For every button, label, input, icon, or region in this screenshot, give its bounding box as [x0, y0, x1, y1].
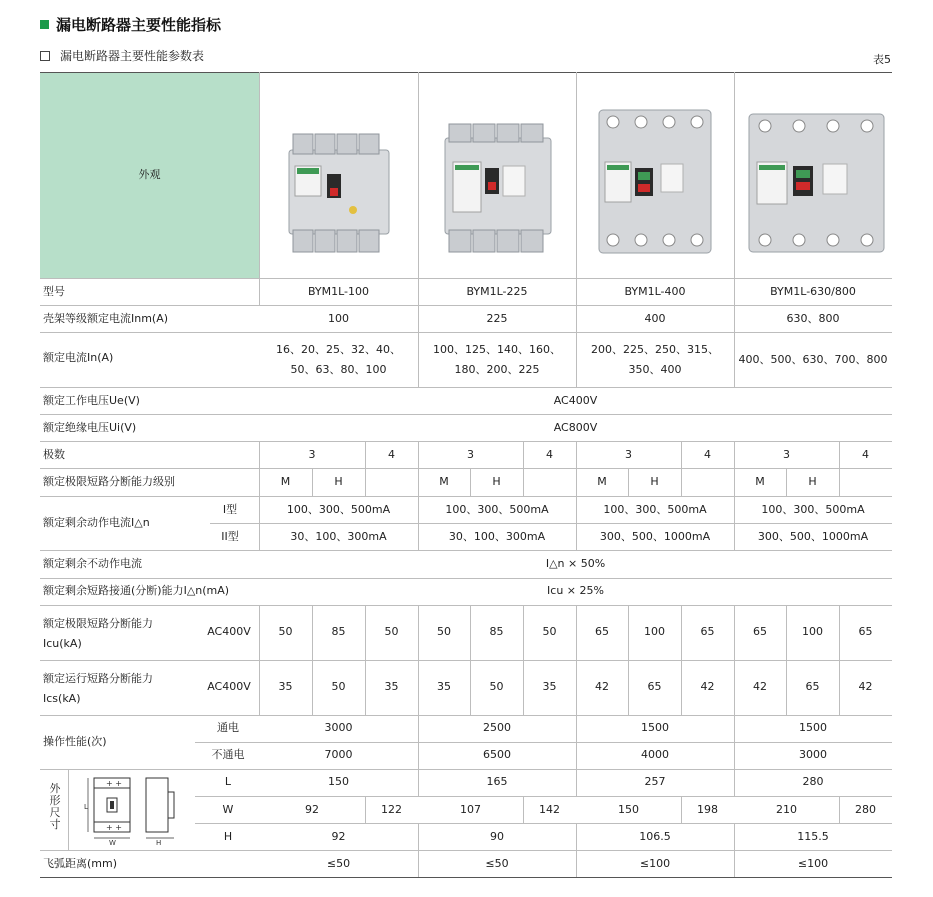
label-dim-w: W: [222, 803, 234, 816]
rated-current-line: 200、225、250、315、: [591, 343, 719, 356]
model-cell: BYM1L-400: [624, 285, 686, 298]
residual-short-cell: Icu × 25%: [547, 584, 604, 597]
arc-distance-cell: ≤100: [639, 857, 671, 870]
poles-cell: 3: [308, 448, 316, 461]
poles-cell: 3: [783, 448, 790, 461]
col-rule: [786, 605, 787, 715]
ics-value-cell: 35: [278, 680, 293, 693]
row-rule: [210, 523, 892, 524]
label-arc-distance: 飞弧距离(mm): [43, 857, 118, 870]
ics-value-cell: 42: [858, 680, 873, 693]
label-frame-current: 壳架等级额定电流Inm(A): [43, 312, 169, 325]
row-rule: [40, 578, 892, 579]
energized-cell: 1500: [799, 721, 827, 734]
residual-ii-cell: 30、100、300mA: [290, 530, 387, 543]
icu-value-cell: 100: [644, 625, 665, 638]
row-rule: [40, 605, 892, 606]
frame-current-cell: 225: [486, 312, 508, 325]
dim-l-cell: 150: [328, 775, 349, 788]
poles-cell: 4: [862, 448, 869, 461]
unenergized-cell: 4000: [641, 748, 669, 761]
icu-value-cell: 50: [542, 625, 557, 638]
appearance-label: 外观: [138, 168, 161, 181]
model-cell: BYM1L-225: [466, 285, 528, 298]
label-rated-current: 额定电流In(A): [43, 351, 114, 364]
ics-value-cell: 35: [542, 680, 557, 693]
col-rule: [259, 605, 260, 715]
ics-value-cell: 35: [437, 680, 451, 693]
row-rule: [195, 823, 892, 824]
label-operation: 操作性能(次): [43, 735, 107, 748]
dim-h-cell: 90: [490, 830, 504, 843]
col-rule: [523, 605, 524, 715]
rated-current-cell: [259, 340, 418, 380]
col-rule: [418, 605, 419, 715]
label-ics-line: Ics(kA): [43, 692, 81, 705]
label-dim-l: L: [224, 775, 232, 788]
row-rule: [40, 660, 892, 661]
row-rule: [195, 796, 892, 797]
ics-value-cell: 42: [753, 680, 767, 693]
dim-w-cell: 280: [855, 803, 876, 816]
label-work-voltage: 额定工作电压Ue(V): [43, 394, 140, 407]
label-energized: 通电: [217, 721, 239, 734]
dim-l-cell: 257: [644, 775, 666, 788]
checkbox-square-icon: [40, 51, 50, 61]
ics-value-cell: 65: [647, 680, 662, 693]
ics-value-cell: 65: [805, 680, 820, 693]
row-rule: [40, 496, 892, 497]
label-icu-line: 额定极限短路分断能力: [43, 617, 153, 630]
row-rule: [40, 278, 892, 279]
rated-current-cell: [576, 340, 734, 380]
dim-l-cell: 165: [486, 775, 508, 788]
diagram-l-label: L: [84, 803, 88, 811]
icu-ac400v: AC400V: [207, 625, 251, 638]
frame-current-cell: 100: [328, 312, 349, 325]
col-rule: [734, 72, 735, 388]
rated-current-line: 50、63、80、100: [290, 363, 387, 376]
page-title: [40, 14, 221, 35]
residual-i-cell: 100、300、500mA: [603, 503, 707, 516]
dim-w-cell: 107: [460, 803, 481, 816]
icu-value-cell: 50: [278, 625, 293, 638]
rated-current-line: 16、20、25、32、40、: [276, 343, 401, 356]
label-insulation-voltage: 额定绝缘电压Ui(V): [43, 421, 137, 434]
icu-value-cell: 50: [384, 625, 399, 638]
icu-value-cell: 65: [595, 625, 609, 638]
row-rule: [40, 550, 892, 551]
label-limit-level: 额定极限短路分断能力级别: [43, 475, 175, 488]
label-ics-line: 额定运行短路分断能力: [43, 672, 153, 685]
poles-cell: 4: [388, 448, 395, 461]
col-rule: [259, 72, 260, 306]
col-rule: [312, 605, 313, 715]
residual-ii-cell: 300、500、1000mA: [599, 530, 711, 543]
row-rule: [40, 414, 892, 415]
label-icu-line: Icu(kA): [43, 637, 82, 650]
model-cell: BYM1L-630/800: [770, 285, 856, 298]
title-square-icon: [40, 20, 49, 29]
col-rule: [839, 605, 840, 715]
residual-i-cell: 100、300、500mA: [286, 503, 391, 516]
rated-current-cell: [418, 340, 576, 380]
icu-value-cell: 65: [700, 625, 715, 638]
energized-cell: 2500: [483, 721, 511, 734]
energized-cell: 3000: [324, 721, 353, 734]
ics-ac400v: AC400V: [207, 680, 251, 693]
icu-value-cell: 65: [753, 625, 767, 638]
ics-value-cell: 35: [384, 680, 399, 693]
label-ics: [43, 669, 153, 709]
unenergized-cell: 6500: [483, 748, 511, 761]
row-rule: [40, 715, 892, 716]
row-rule: [40, 468, 892, 469]
poles-cell: 4: [704, 448, 711, 461]
energized-cell: 1500: [641, 721, 669, 734]
unenergized-cell: 3000: [799, 748, 827, 761]
dim-w-cell: 122: [381, 803, 402, 816]
row-rule: [40, 850, 892, 851]
label-residual-current: 额定剩余动作电流I△n: [43, 516, 150, 529]
icu-value-cell: 100: [802, 625, 823, 638]
col-rule: [681, 605, 682, 715]
table-subtitle-text: 漏电断路器主要性能参数表: [60, 49, 205, 63]
col-rule: [576, 605, 577, 715]
col-rule: [734, 605, 735, 715]
row-rule: [40, 305, 892, 306]
dim-h-cell: 115.5: [797, 830, 829, 843]
dim-w-cell: 210: [776, 803, 797, 816]
rated-current-line: 350、400: [628, 363, 682, 376]
level-cell: M: [755, 475, 765, 488]
col-rule: [68, 769, 69, 850]
label-type1: I型: [222, 503, 238, 516]
residual-i-cell: 100、300、500mA: [445, 503, 549, 516]
poles-cell: 4: [546, 448, 553, 461]
model-cell: BYM1L-100: [307, 285, 370, 298]
icu-value-cell: 65: [858, 625, 873, 638]
frame-current-cell: 630、800: [786, 312, 840, 325]
residual-ii-cell: 30、100、300mA: [448, 530, 546, 543]
row-rule: [40, 332, 892, 333]
dim-w-cell: 142: [539, 803, 560, 816]
unenergized-cell: 7000: [324, 748, 353, 761]
level-cell: H: [334, 475, 343, 488]
dim-w-cell: 92: [305, 803, 319, 816]
ics-value-cell: 42: [700, 680, 715, 693]
poles-cell: 3: [625, 448, 632, 461]
label-type2: II型: [221, 530, 239, 543]
level-cell: M: [439, 475, 449, 488]
diagram-w-label: W: [109, 839, 116, 846]
dim-h-cell: 92: [331, 830, 346, 843]
rated-current-line: 180、200、225: [454, 363, 540, 376]
work-voltage-cell: AC400V: [553, 394, 598, 407]
label-residual-short: 额定剩余短路接通(分断)能力I△n(mA): [43, 584, 230, 597]
dim-h-cell: 106.5: [639, 830, 671, 843]
residual-ii-cell: 300、500、1000mA: [757, 530, 869, 543]
ics-value-cell: 42: [595, 680, 609, 693]
dim-l-cell: 280: [802, 775, 824, 788]
dim-w-cell: 198: [697, 803, 718, 816]
breaker-image-100: [283, 130, 395, 255]
row-rule: [40, 769, 892, 770]
arc-distance-cell: ≤50: [326, 857, 351, 870]
rated-current-cell: 400、500、630、700、800: [738, 353, 888, 366]
label-dim-h: H: [223, 830, 233, 843]
breaker-image-400: [597, 108, 713, 255]
dim-w-cell: 150: [618, 803, 639, 816]
label-no-action: 额定剩余不动作电流: [43, 557, 142, 570]
row-rule: [40, 441, 892, 442]
frame-current-cell: 400: [644, 312, 666, 325]
label-icu: [43, 614, 153, 654]
row-rule: [40, 387, 892, 388]
table-bottom-rule: [40, 877, 892, 878]
label-unenergized: 不通电: [211, 748, 245, 761]
col-rule: [470, 605, 471, 715]
arc-distance-cell: ≤100: [797, 857, 829, 870]
label-poles: 极数: [43, 448, 65, 461]
page-title-text: 漏电断路器主要性能指标: [56, 16, 222, 34]
level-cell: H: [650, 475, 659, 488]
table-number: 表5: [873, 53, 891, 66]
breaker-image-225: [441, 120, 554, 255]
arc-distance-cell: ≤50: [485, 857, 509, 870]
table-subtitle: [40, 47, 204, 64]
label-model: 型号: [43, 285, 65, 298]
icu-value-cell: 85: [489, 625, 504, 638]
icu-value-cell: 50: [437, 625, 451, 638]
ics-value-cell: 50: [331, 680, 346, 693]
residual-i-cell: 100、300、500mA: [761, 503, 865, 516]
level-cell: H: [808, 475, 817, 488]
dimension-diagram: [84, 774, 188, 846]
poles-cell: 3: [467, 448, 474, 461]
level-cell: M: [280, 475, 291, 488]
level-cell: H: [492, 475, 501, 488]
insulation-voltage-cell: AC800V: [553, 421, 598, 434]
row-rule: [195, 742, 892, 743]
level-cell: M: [597, 475, 607, 488]
svg-text:+ +: + +: [106, 779, 122, 788]
breaker-image-630: [747, 112, 886, 254]
svg-text:+ +: + +: [106, 823, 122, 832]
ics-value-cell: 50: [489, 680, 504, 693]
icu-value-cell: 85: [331, 625, 346, 638]
col-rule: [365, 605, 366, 715]
col-rule: [628, 605, 629, 715]
label-dimension: 外形尺寸: [49, 782, 61, 831]
rated-current-line: 100、125、140、160、: [433, 343, 561, 356]
no-action-cell: I△n × 50%: [545, 557, 606, 570]
diagram-h-label: H: [156, 839, 162, 846]
